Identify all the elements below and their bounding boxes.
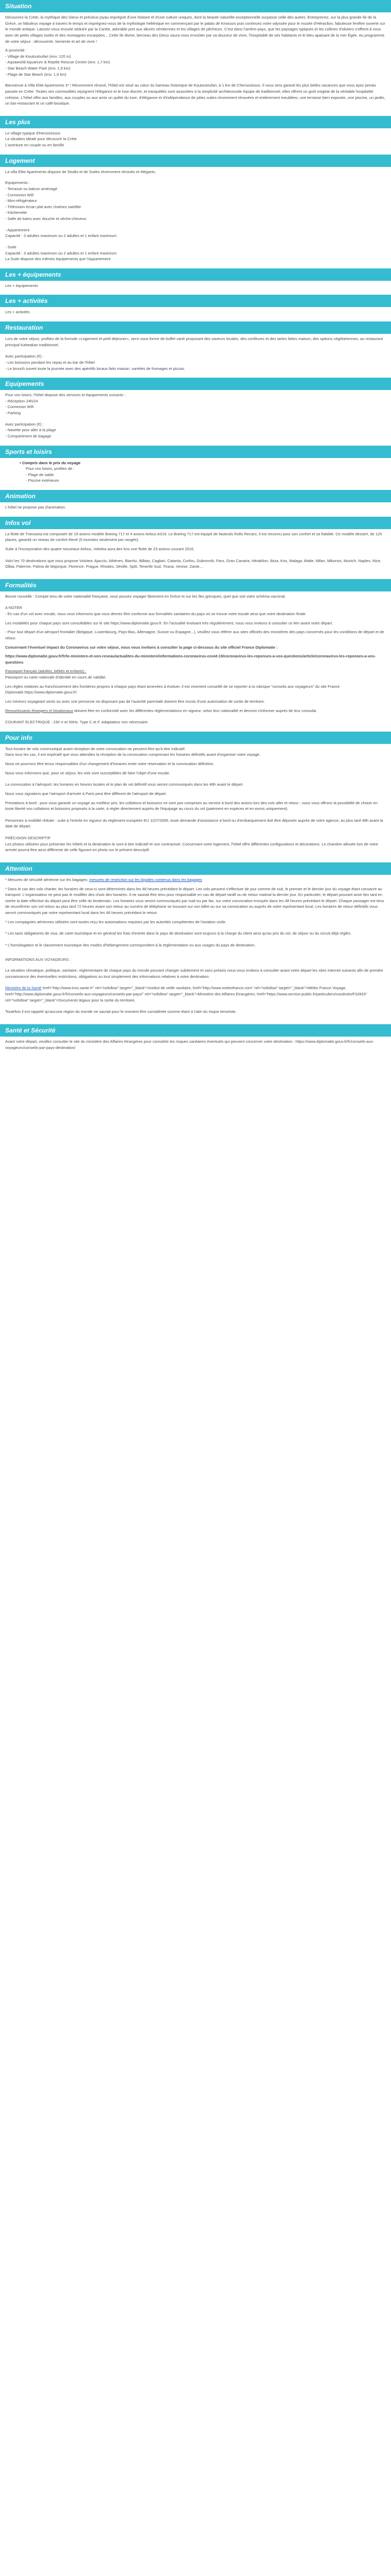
appartement-capacity: Capacité : 3 adultes maximum ou 2 adultes et 1 enfant maximum [5, 233, 117, 239]
appartement-title: - Appartement [5, 227, 30, 232]
passeport-title: Passeport français (adultes, bébés et enfants) : [5, 669, 87, 674]
equipement-item: - Parking [5, 411, 21, 415]
les-plus-section [0, 116, 391, 155]
a-noter-label: A NOTER [5, 605, 22, 611]
informations-voyageurs-title: INFORMATIONS AUX VOYAGEURS : [5, 957, 71, 962]
animation-text: L'hôtel ne propose pas d'animation. [5, 505, 66, 510]
situation-text: Découvrez la Crète, la mythique des Dieux et précieux joyau imprégné d'une histoire et d'une culture uniques, dont la beauté naturelle exceptionnelle surpasse celle des autres. Entreprenez, sur la plus grande île de la Grèce, un fabuleux voyage à travers le temps et imprégnez-vous de la mythologie hellénique en commençant par le palais de Knossos puis continuez votre odyssée pour le musée d'Héraclion, fabuleuse fenêtre ouverte sur le monde antique. Laissez-vous ensuite séduire par la Canée, adorable port aux allures vénitiennes et les villages de pêcheurs. C'est dans l'arrière-pays, que les paysages typiques et les collines d'oliviers s'offrent à vous avec de petits villages isolés et des montagnes escarpées... Cette île divine, berceau des Dieux saura vous envoûter par sa douceur de vivre, l'hospitalité de ses habitants et le bleu apaisant de la mer Égée. Au programme de votre séjour : découverte, farniente et art de vivre ! [5, 15, 385, 44]
liquides-restriction-link[interactable]: mesures de restriction sur les liquides contenus dans les bagages [89, 877, 202, 882]
coronavirus-text: Concernant l'éventuel impact du Coronavirus sur votre séjour, nous vous invitons à consulter la page ci-dessous du site officiel France Diplomatie : [5, 645, 278, 650]
restauration-heading: Restauration [0, 321, 391, 334]
sports-loisirs-section [0, 446, 391, 490]
formalites-section [0, 579, 391, 732]
liens-officiels-text [5, 985, 386, 1003]
distance-item: - Village de Koutouloufari (env. 120 m) [5, 54, 71, 59]
suite-capacity: Capacité : 3 adultes maximum ou 2 adultes et 1 enfant maximum [5, 250, 117, 256]
animation-section [0, 490, 391, 517]
info-responsabilite: Nous ne pourrons être tenus responsables d'un changement d'horaires entre votre réservation et la convocation définitive. [5, 761, 215, 766]
participation-item: - Le brunch ouvert toute la journée avec des apéritifs locaux faits maison, variétés de fromages et pizzas. [5, 366, 185, 371]
sante-securite-text: Avant votre départ, veuillez consulter le site du ministère des Affaires étrangères pour connaître les risques sanitaires éventuels qui peuvent concerner votre destination : https://www.diplomatie.gouv.fr/fr/conseils-aux-voyageurs/conseils-par-pays-destination/ [5, 1039, 374, 1050]
loisir-item: - Piscine extérieure [26, 478, 59, 483]
taxes-visa-text: * Les taxis obligatoires de visa, de carte touristique et en général les frais d'entrée dans le pays de destination sont toujours à la charge du client ainsi qu'au prix du vol, de séjour ou du circuit déjà réglés. [5, 931, 352, 936]
plus-activites-heading: Les + activités [0, 295, 391, 307]
equipement-item: - Terrasse ou balcon aménagé [5, 186, 58, 191]
info-aeroport-arrivee: Nous vous signalons que l'aéroport d'arrivée à Paris peut être différent de l'aéroport de départ. [5, 791, 167, 796]
equipement-item: - Réception 24h/24 [5, 398, 38, 403]
attention-section [0, 862, 391, 1024]
pour-info-section [0, 732, 391, 862]
escale-text: - En cas d'un vol avec escale, nous vous informons que vous devrez être conforme aux formalités sanitaires du pays où se trouve votre escale ainsi que votre destination finale. [5, 612, 307, 616]
risque-terroriste-text: Toutefois il est rappelé qu'aucune région du monde ne saurait pour le moment être considérée comme étant à l'abri du risque terroriste. [5, 1009, 237, 1014]
participation-title: Avec participation (€) : [5, 421, 44, 427]
infos-vol-section [0, 517, 391, 579]
logement-heading: Logement [0, 155, 391, 167]
aeroport-frontalier-text: - Pour tout départ d'un aéroport frontalier (Belgique, Luxembourg, Pays-Bas, Allemagne, Suisse ou Espagne...), veuillez vous référer aux sites officiels des ministères des pays concernés pour les conditions de départ et de retour. [5, 630, 384, 640]
logement-intro: La villa Elite Apartments dispose de Studio et de Suites récemment rénovés et élégants. [5, 169, 156, 174]
info-escale: Nous vous informons que, pour ce séjour, les vols sont susceptibles de faire l'objet d'une escale. [5, 770, 170, 775]
hotel-description-page [0, 0, 391, 1074]
compagnies-text: * Les compagnies aériennes utilisées sont toutes reçu les autorisations requises par les autorités compétentes de l'aviation civile. [5, 919, 226, 924]
liens-officiels-body: href="http://www.invs.sante.fr" rel="nofollow" target="_blank">Institut de veille sanitaire, href="http://www.meteofrance.com" rel="nofollow" target="_blank">Météo France Voyage, href="http://www.diplomatie.gouv.fr/fr/conseils-aux-voyageurs/conseils-par-pays/" rel="nofollow" target="_blank">Ministère des Affaires Etrangères, href="https://www.service-public.fr/particuliers/vosdroits/F32833" rel="nofollow" target="_blank">Documents légaux pour la sortie du territoire. [5, 986, 367, 1003]
equipements-title: Equipements : [5, 180, 30, 185]
logement-section [0, 155, 391, 268]
flotte-note: Suite à l'incorporation des quatre nouveaux Airbus, Volotea aura des lors une flotte de 23 avions courant 2016. [5, 546, 195, 551]
securite-bagages-text [5, 877, 386, 883]
distance-item: - Plage de Star Beach (env. 1,9 km) [5, 72, 67, 77]
equipement-item: - Connexion Wifi [5, 192, 34, 197]
ressortissants-title: Ressortissants étrangers et binationaux [5, 708, 73, 713]
loisirs-intro: Pour vos loisirs, profitez de : [26, 466, 75, 471]
info-convocation: Dans tous les cas, il est impératif que vous attendiez la réception de la convocation comprenant les horaires définitifs avant d'organiser votre voyage. [5, 752, 260, 757]
precision-descriptif-title: PRÉCISION DESCRIPTIF [5, 836, 51, 840]
participation-title: Avec participation (€) : [5, 354, 44, 359]
coronavirus-link[interactable]: https://www.diplomatie.gouv.fr/fr/le-ministere-et-son-reseau/actualites-du-ministere/informations-coronavirus-covid-19/coronavirus-les-reponses-a-vos-questions/article/coronavirus-les-reponses-a-vos-questions [5, 654, 376, 665]
suite-note: La Suite dispose des mêmes équipements que l'Appartement. [5, 257, 112, 262]
participation-item: - Navette pour aller à la plage [5, 428, 56, 433]
info-convocation-aeroport: La convocation à l'aéroport, les horaires en heures locales et le plan de vol définitif vous seront communiqués dans les 48h avant le départ. [5, 782, 244, 787]
restauration-text: Lors de votre séjour, profitez de la formule «Logement et petit déjeuner», servi sous forme de buffet varié proposant des saveurs locales, des confitures et des tartes faites maison, des options végétariennes, au restaurant principal Kaheakan traditionnel. [5, 336, 383, 347]
equipement-item: - Télévision écran plat avec chaînes satellite [5, 204, 82, 209]
participation-item: - Les boissons pendant les repas et au bar de l'hôtel [5, 360, 95, 365]
info-horaires: Tout horaire de vols communiqué avant réception de votre convocation ne peuvent être qu'à titre indicatif. [5, 746, 186, 751]
plus-activites-text: Les + activités [5, 310, 30, 315]
courant-electrique-text: COURANT ELECTRIQUE : 230 V et 50Hz. Type C et F. Adaptateur non nécessaire. [5, 720, 149, 725]
plus-item: Le village typique d'Hersonissos [5, 130, 60, 135]
equipements-section [0, 378, 391, 445]
ministere-sante-link[interactable]: Ministère de la Santé [5, 986, 42, 991]
suite-title: - Suite [5, 244, 17, 249]
homologation-text: * L'homologation et le classement touristique des modes d'hébergement correspondent à la réglementation ou aux usages du pays de destination. [5, 942, 256, 947]
compris-bullet: • Compris dans le prix du voyage [5, 460, 386, 466]
plus-equipements-heading: Les + équipements [0, 268, 391, 281]
equipement-item: - Salle de bains avec douche et sèche-cheveux [5, 216, 87, 221]
formalites-heading: Formalités [0, 579, 391, 591]
infos-vol-heading: Infos vol [0, 517, 391, 529]
participation-item: - Compartiment de bagage [5, 433, 52, 438]
precision-descriptif-text: Les photos utilisées pour présenter les hôtels et la destination le sont à titre indicatif et non contractuel. Concernant votre logement, l'hôtel offre différentes configurations et décorations. Le chambre allouée lors de votre arrivée pourra être ainsi différente de celle figurant en photo sur le présent descriptif. [5, 841, 378, 853]
sports-loisirs-heading: Sports et loisirs [0, 446, 391, 458]
hotel-presentation-text: Bienvenue à Villa Elite Apartments 3* ! Récemment rénové, l'hôtel est situé au cœur du hameau historique de Koutouloufari, à 1 km de Chersonissos. Il vous sera garanti les plus belles vacances que vous ayez jamais passée en Crète. Toutes ses commodités rejoignent l'élégance et le luxe discret, et tranquilités sont associées à la simplicité architecturale équipe de traditionnel, elles offrent un goût exigéat de la véritable hospitalité crétoise. L'hôtel offre aux familles, aux couples ou aux amis un quête du luxe, d'élégance et d'indépendance de jolies suites récemment rénovées et entièrement meublées, une terrasse bien exposée, une piscine, un jardin, un bar-restaurant et un café-boutique. [5, 83, 385, 106]
destinations-text: Volci les 70 destinations que vous propose Volotea: Ajaccio, Athènes, Biarritz, Bilbao, Cagliari, Catania, Corfou, Dubrovnik, Faro, Gran Canaria, Héraklion, Ibiza, Kos, Malaga, Malte, Milan, Mikonos, Munich, Naples, Nice, Olbia, Palerme, Palma de Majorque, Florence, Prague, Rhodes, Séville, Split, Tenerife Sud, Tirana, Venise, Zante... [5, 558, 382, 569]
plus-activites-section [0, 295, 391, 321]
equipement-item: - Kitchenette [5, 210, 27, 215]
attention-heading: Attention [0, 862, 391, 875]
ressortissants-text [5, 708, 386, 714]
equipement-item: - Connexion Wifi [5, 404, 34, 410]
animation-heading: Animation [0, 490, 391, 502]
les-plus-heading: Les plus [0, 116, 391, 128]
plus-item: La situation idéale pour découvrir la Crète [5, 137, 77, 142]
plus-equipements-section [0, 268, 391, 295]
plus-item: L'aventure en couple ou en famille [5, 143, 64, 147]
sante-securite-heading: Santé et Sécurité [0, 1024, 391, 1037]
equipements-intro: Pour vos loisirs, l'hôtel dispose des services et équipements suivants : [5, 393, 126, 398]
mineurs-text: Les mineurs voyageant seuls ou avec une personne ne disposant pas de l'autorité parentale doivent être munis d'une autorisation de sortie de territoire. [5, 699, 265, 704]
frontieres-text: Les règles relatives au franchissement des frontières propres à chaque pays étant amenées à évoluer, il est vivement conseillé de se reporter à la rubrique "conseils aux voyageurs" du site France Diplomatie.https://www.diplomatie.gouv.fr/ [5, 684, 340, 695]
pour-info-heading: Pour info [0, 732, 391, 744]
distance-item: - Aquaworld Aquarium & Reptile Rescue Centre (env. 1,7 km) [5, 60, 110, 65]
vols-charter-text: * Dans le cas des vols charter, les horaires de ceux-ci sont déterminés dans les 48 heures précédant le départ. Les vols peuvent s'effectuer de jour comme de nuit, le premier et le dernier jour du voyage étant consacré au transport. L'organisateur ne peut pas le modifier des choix des horaires. Il ne saurait être tenu pour responsable en cas de départ tardif ou de retour matinal la dernier jour. En particulier, le départ pouvant avoir lieu tard en soirée la date effective du départ peut être celle du lendemain. Les horaires vous seront communiqués par mail ou par fax, sur votre convocation envoyée dans les 48 heures précédant le départ. Chaque passager est tenu de reconfirmer son vol retour au plus tard 72 heures avant son retour au numéro de téléphone se trouvant sur son billet ou sur sa convocation ou auprès de votre représentant local. Les horaires de retour définitifs vous seront communiqués par notre représentant local dans les 48 heures précédant le retour. [5, 886, 384, 915]
info-prestations-bord: Prestations à bord : pour vous garantir un voyage au meilleur prix, les collations et boissons ne sont pas comprises au service à bord des avions lors des vols aller et retour ; nous vous offrons la possibilité de choisir en toute liberté vos collations et boissons proposés à la carte, à régler directement auprès de l'équipage au cours du vol (paiement en espèces et en euros uniquement). [5, 800, 378, 811]
modalites-text: Les modalités pour chaque pays sont consultables sur le site https://www.diplomatie.gouv.fr. En l'actualité évoluant très régulièrement, nous vous invitons à consulter ce lien avant votre départ. [5, 620, 333, 625]
sante-securite-section [0, 1024, 391, 1060]
situation-section [0, 0, 391, 116]
loisir-item: - Plage de sable [26, 472, 54, 477]
restauration-section [0, 321, 391, 378]
securite-bagages-label: * Mesures de sécurité aérienne sur les bagages: [5, 877, 90, 882]
flotte-text: La flotte de Transavia est composée de 19 avions modèle Boeing 717 et 4 avions Airbus A319. Le Boeing 717 est équipé de fauteuils Rollo Recaro, il est reconnu pour son confort et sa fiabilité. Ce modèle dessert, de 125 places, garantit un niveau de confort élevé (5 touristes seulement par rangée). [5, 531, 382, 543]
formalites-intro: Bonne nouvelle : Compte tenu de votre nationalité française, vous pouvez voyager librement en Grèce et sur les îles grecques, quel que soit votre schéma vaccinal. [5, 594, 286, 599]
info-mobilite-reduite: Personnes à mobilité réduite : suite à l'entrée en vigueur du règlement européen EU 1107/2006, toute demande d'assistance à bord ou d'embarquement doit être déposée auprès de votre agence, au plus tard 48h avant la date de départ. [5, 818, 383, 829]
plus-equipements-text: Les + équipements [5, 283, 38, 288]
ressortissants-body: doivent être en conformité avec les différentes réglementations en vigueur, selon leur nationalité et devront s'informer auprès de leur consulat. [73, 708, 317, 713]
distances-title: À proximité : [5, 48, 27, 53]
situation-climatique-text: La situation climatique, politique, sanitaire, réglementaire de chaque pays du monde pouvant changer subitement et sans préavis nous vous invitons à consulter avant votre départ les sites Internet suivants afin de prendre connaissance des éventuelles restrictions, obligations ou tout simplement des informations relatives à votre destination. [5, 968, 383, 979]
equipement-item: - Mini-réfrigérateur [5, 198, 37, 204]
distance-item: - Star Beach Water Park (env. 1,9 km) [5, 66, 71, 71]
passeport-text: Passeport ou carte nationale d'identité en cours de validité. [5, 675, 107, 680]
equipements-heading: Equipements [0, 378, 391, 390]
situation-heading: Situation [0, 0, 391, 12]
